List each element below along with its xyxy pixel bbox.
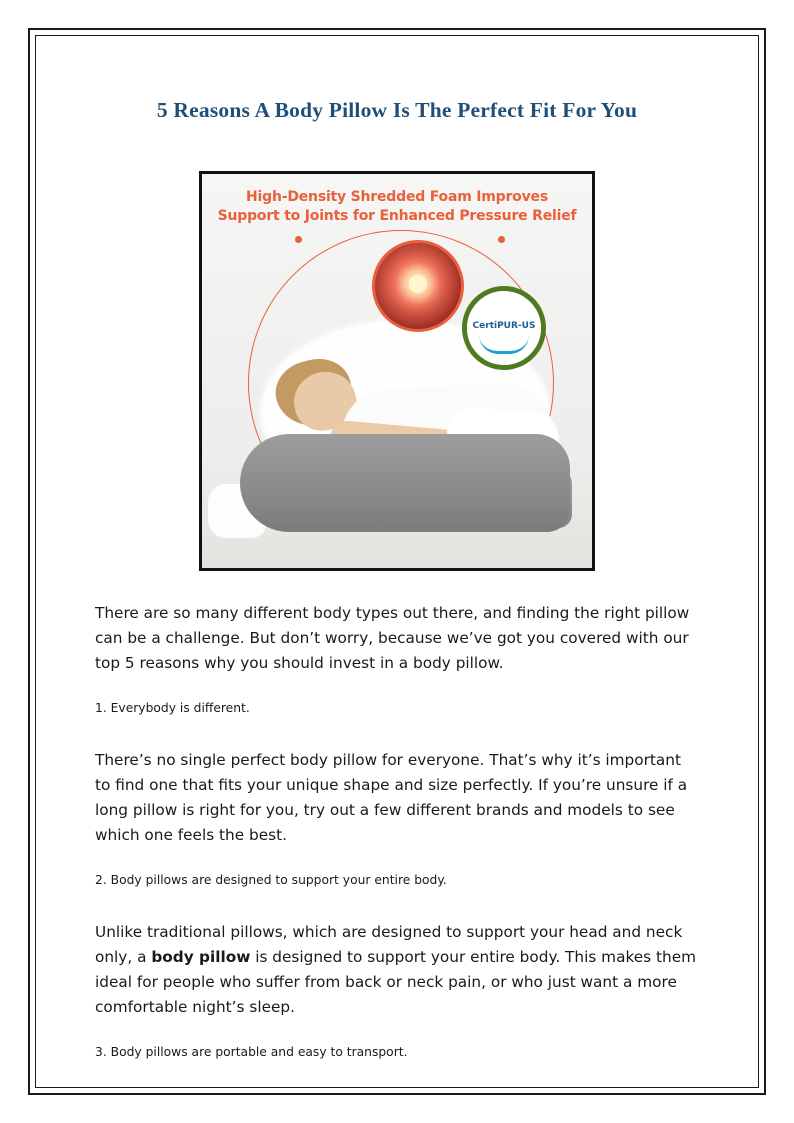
certipur-swoosh — [479, 335, 529, 354]
reason-2-body — [95, 920, 699, 1020]
image-caption — [202, 188, 592, 226]
arc-dot-right-icon — [498, 236, 505, 243]
image-caption-line-2: Support to Joints for Enhanced Pressure Relief — [217, 208, 577, 224]
certipur-label: CertiPUR-US — [472, 321, 536, 331]
page-title: 5 Reasons A Body Pillow Is The Perfect Fit For You — [156, 98, 638, 122]
certipur-us-badge-icon — [462, 286, 546, 370]
reason-1-heading: 1. Everybody is different. — [95, 701, 250, 715]
body-pillow — [240, 434, 570, 532]
reason-2-body-bold: body pillow — [151, 948, 251, 966]
product-image — [199, 171, 595, 571]
figure-container — [95, 171, 699, 571]
reason-1-body: There’s no single perfect body pillow for everyone. That’s why it’s important to find one that fits your unique shape and size perfectly. If you’re unsure if a long pillow is right for you, try out a few different brands and models to see which one feels the best. — [95, 751, 688, 844]
image-caption-line-1: High-Density Shredded Foam Improves — [246, 189, 548, 205]
reason-2-heading: 2. Body pillows are designed to support your entire body. — [95, 873, 447, 887]
reason-2-body-part2: is designed to support your entire body. This makes them ideal for people who suffer from back or neck pain, or who just want a more comfortable night’s sleep. — [95, 948, 697, 1016]
arc-dot-left-icon — [295, 236, 302, 243]
joint-pain-icon — [372, 240, 464, 332]
document-content — [95, 80, 699, 1062]
intro-paragraph: There are so many different body types out there, and finding the right pillow can be a challenge. But don’t worry, because we’ve got you covered with our top 5 reasons why you should invest in a body pillow. — [95, 604, 690, 672]
reason-2-body-part1: Unlike traditional pillows, which are designed to support your head and neck only, a — [95, 923, 683, 966]
reason-3-heading: 3. Body pillows are portable and easy to transport. — [95, 1045, 408, 1059]
joint-glow — [409, 275, 427, 293]
